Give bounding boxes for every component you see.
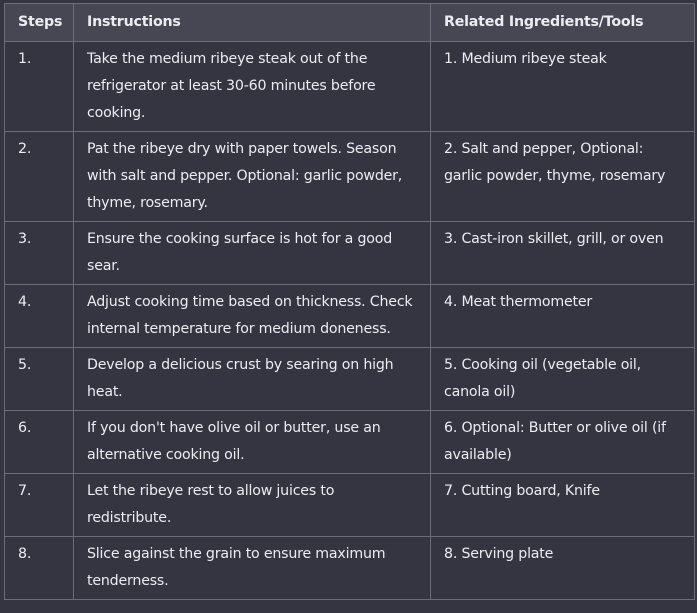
- related-cell: 3. Cast-iron skillet, grill, or oven: [431, 222, 695, 285]
- step-number: 6.: [5, 411, 74, 474]
- instruction-cell: Develop a delicious crust by searing on high heat.: [74, 348, 431, 411]
- instruction-cell: Pat the ribeye dry with paper towels. Season with salt and pepper. Optional: garlic powder, thyme, rosemary.: [74, 132, 431, 222]
- table-row: [5, 285, 695, 348]
- steps-table: [4, 3, 695, 600]
- step-number: 1.: [5, 42, 74, 132]
- related-cell: 2. Salt and pepper, Optional: garlic powder, thyme, rosemary: [431, 132, 695, 222]
- table-row: [5, 42, 695, 132]
- related-cell: 5. Cooking oil (vegetable oil, canola oil): [431, 348, 695, 411]
- table-body: [5, 42, 695, 600]
- table-row: [5, 537, 695, 600]
- instruction-cell: Adjust cooking time based on thickness. Check internal temperature for medium doneness.: [74, 285, 431, 348]
- related-cell: 7. Cutting board, Knife: [431, 474, 695, 537]
- table-row: [5, 411, 695, 474]
- table-header: [5, 4, 695, 42]
- step-number: 5.: [5, 348, 74, 411]
- instruction-cell: Ensure the cooking surface is hot for a good sear.: [74, 222, 431, 285]
- table-row: [5, 132, 695, 222]
- instruction-cell: Take the medium ribeye steak out of the refrigerator at least 30-60 minutes before cooking.: [74, 42, 431, 132]
- header-instructions: Instructions: [74, 4, 431, 42]
- related-cell: 1. Medium ribeye steak: [431, 42, 695, 132]
- related-cell: 6. Optional: Butter or olive oil (if available): [431, 411, 695, 474]
- table-row: [5, 474, 695, 537]
- table-row: [5, 348, 695, 411]
- step-number: 8.: [5, 537, 74, 600]
- instruction-cell: Let the ribeye rest to allow juices to redistribute.: [74, 474, 431, 537]
- step-number: 4.: [5, 285, 74, 348]
- table-row: [5, 222, 695, 285]
- header-related: Related Ingredients/Tools: [431, 4, 695, 42]
- related-cell: 4. Meat thermometer: [431, 285, 695, 348]
- step-number: 3.: [5, 222, 74, 285]
- step-number: 2.: [5, 132, 74, 222]
- instruction-cell: Slice against the grain to ensure maximum tenderness.: [74, 537, 431, 600]
- instruction-cell: If you don't have olive oil or butter, use an alternative cooking oil.: [74, 411, 431, 474]
- step-number: 7.: [5, 474, 74, 537]
- header-steps: Steps: [5, 4, 74, 42]
- related-cell: 8. Serving plate: [431, 537, 695, 600]
- header-row: [5, 4, 695, 42]
